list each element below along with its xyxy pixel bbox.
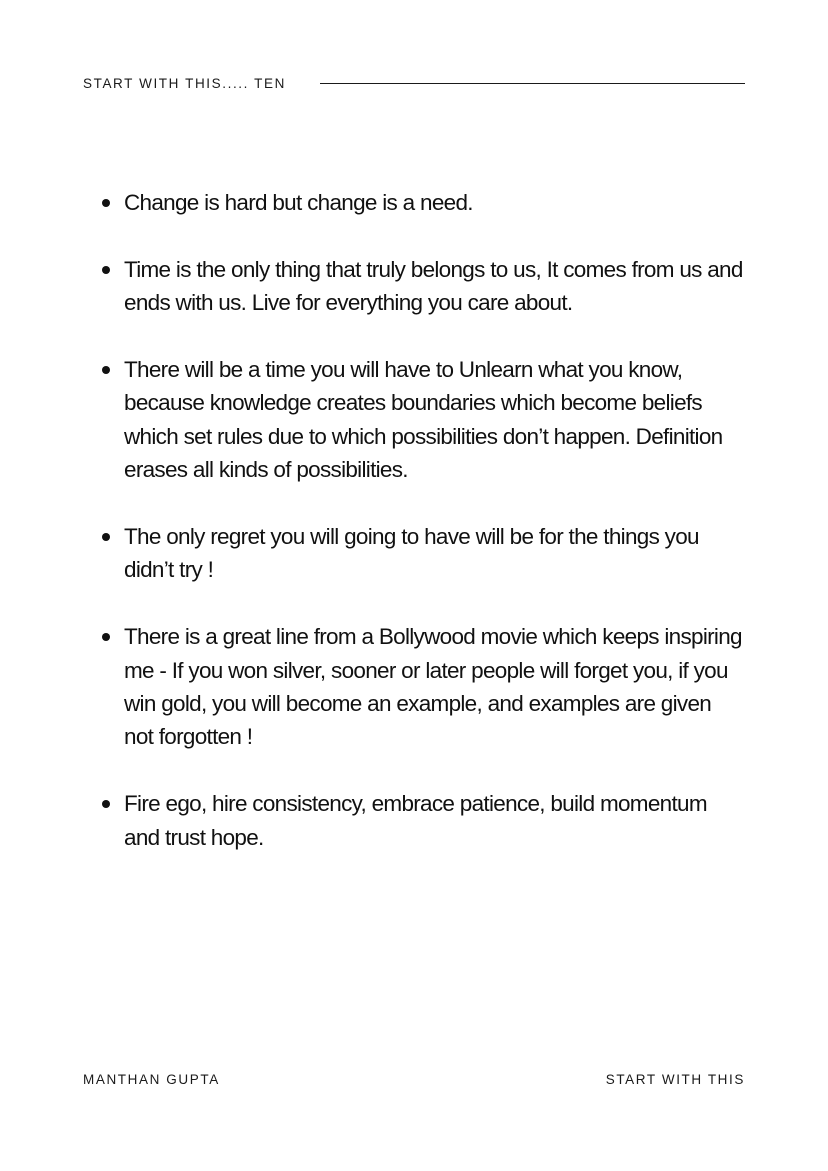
header-divider bbox=[320, 83, 745, 84]
bullet-list bbox=[124, 186, 744, 887]
list-item bbox=[124, 253, 744, 320]
list-item bbox=[124, 520, 744, 587]
footer-author: MANTHAN GUPTA bbox=[83, 1071, 220, 1087]
bullet-icon bbox=[102, 199, 110, 207]
page-header bbox=[83, 73, 745, 93]
bullet-icon bbox=[102, 633, 110, 641]
bullet-icon bbox=[102, 800, 110, 808]
list-item bbox=[124, 787, 744, 854]
list-item-text: There will be a time you will have to Unlearn what you know, because knowledge creates boundaries which become beliefs which set rules due to which possibilities don’t happen. Definition erases all kinds of possibilities. bbox=[124, 357, 723, 483]
list-item-text: Change is hard but change is a need. bbox=[124, 190, 473, 215]
footer-book-title: START WITH THIS bbox=[605, 1071, 745, 1087]
header-title: START WITH THIS..... TEN bbox=[83, 75, 286, 91]
list-item-text: There is a great line from a Bollywood movie which keeps inspiring me - If you won silver, sooner or later people will forget you, if you win gold, you will become an example, and examples are given not forgotten ! bbox=[124, 624, 742, 750]
list-item-text: The only regret you will going to have will be for the things you didn’t try ! bbox=[124, 524, 699, 583]
list-item bbox=[124, 353, 744, 487]
list-item-text: Time is the only thing that truly belongs to us, It comes from us and ends with us. Live for everything you care about. bbox=[124, 256, 743, 316]
page-footer bbox=[83, 1070, 745, 1088]
list-item bbox=[124, 186, 744, 219]
list-item-text: Fire ego, hire consistency, embrace patience, build momentum and trust hope. bbox=[124, 791, 707, 850]
list-item bbox=[124, 620, 744, 754]
bullet-icon bbox=[102, 266, 110, 274]
bullet-icon bbox=[102, 366, 110, 374]
bullet-icon bbox=[102, 533, 110, 541]
